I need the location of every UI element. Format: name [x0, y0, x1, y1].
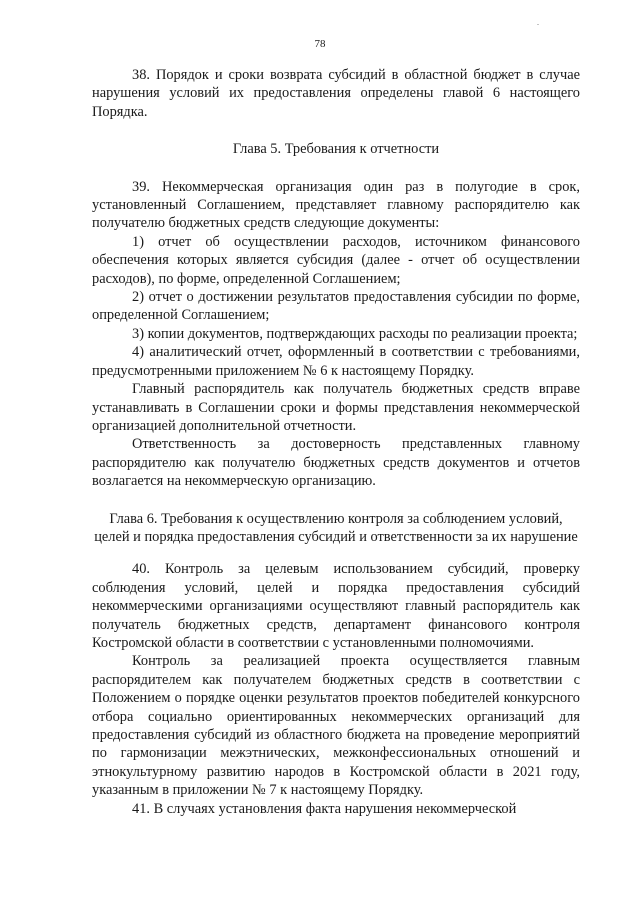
- list-item-2: 2) отчет о достижении результатов предоставления субсидии по форме, определенной Соглашением;: [92, 289, 580, 324]
- list-item-4: 4) аналитический отчет, оформленный в соответствии с требованиями, предусмотренными приложением № 6 к настоящему Порядку.: [92, 344, 580, 379]
- paragraph-41: 41. В случаях установления факта нарушения некоммерческой: [132, 800, 517, 817]
- paragraph-responsibility: Ответственность за достоверность представленных главному распорядителю как получателю бюджетных средств документов и отчетов возлагается на некоммерческую организацию.: [92, 436, 580, 490]
- list-item-3: 3) копии документов, подтверждающих расходы по реализации проекта;: [132, 325, 578, 342]
- page-body: [92, 66, 580, 818]
- paragraph-40: 40. Контроль за целевым использованием субсидий, проверку соблюдения условий, целей и порядка предоставления субсидий некоммерческими организациями осуществляют главный распорядитель как получатель бюджетных средств, департамент финансового контроля Костромской области в соответствии с установленными полномочиями.: [92, 561, 580, 651]
- chapter-6-heading: Глава 6. Требования к осуществлению контроля за соблюдением условий, целей и порядка предоставления субсидий и ответственности за их нарушение: [94, 510, 578, 545]
- list-item-1: 1) отчет об осуществлении расходов, источником финансового обеспечения которых является субсидия (далее - отчет об осуществлении расходов), по форме, определенной Соглашением;: [92, 233, 580, 287]
- paragraph-39: 39. Некоммерческая организация один раз в полугодие в срок, установленный Соглашением, представляет главному распорядителю как получателю бюджетных средств следующие документы:: [92, 178, 580, 232]
- paragraph-project-control: Контроль за реализацией проекта осуществляется главным распорядителем как получателем бюджетных средств в соответствии с Положением о порядке оценки результатов проектов победителей конкурсного отбора социально ориентированных некоммерческих организаций для предоставления субсидий из областного бюджета на проведение мероприятий по гармонизации межэтнических, межконфессиональных отношений и этнокультурному развитию народов в Костромской области в 2021 году, указанным в приложении № 7 к настоящему Порядку.: [92, 653, 580, 799]
- scan-mark: .: [537, 18, 539, 27]
- page-number: 78: [314, 38, 326, 50]
- paragraph-additional-reporting: Главный распорядитель как получатель бюджетных средств вправе устанавливать в Соглашении сроки и формы представления некоммерческой организацией дополнительной отчетности.: [92, 381, 580, 434]
- paragraph-38: 38. Порядок и сроки возврата субсидий в областной бюджет в случае нарушения условий их предоставления определены главой 6 настоящего Порядка.: [92, 67, 580, 120]
- chapter-5-heading: Глава 5. Требования к отчетности: [232, 141, 440, 158]
